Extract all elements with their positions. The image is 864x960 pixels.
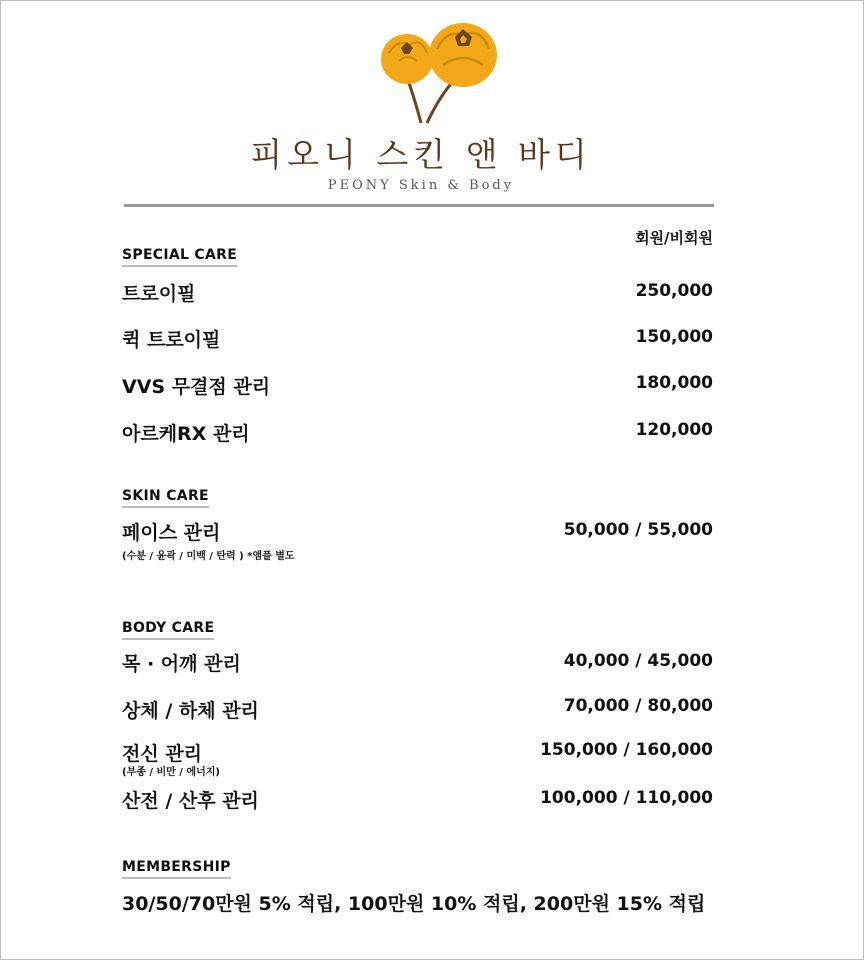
menu-item-name: VVS 무결점 관리 [122,376,271,398]
header-divider [124,204,714,207]
section-title-special-care: SPECIAL CARE [122,247,237,267]
menu-item-name: 상체 / 하체 관리 [122,700,259,722]
menu-item-name: 목 · 어깨 관리 [122,653,241,675]
menu-item-price: 120,000 [635,420,713,440]
menu-item-name: 전신 관리 [122,743,203,765]
brand-name-korean: 피오니 스킨 앤 바디 [250,135,592,174]
menu-item-note: (부종 / 비만 / 에너지) [122,767,220,778]
brand-name-english: PEONY Skin & Body [327,178,515,193]
membership-benefits: 30/50/70만원 5% 적립, 100만원 10% 적립, 200만원 15% 적립 [122,893,706,915]
menu-item-price: 70,000 / 80,000 [563,696,713,716]
section-title-membership: MEMBERSHIP [122,859,231,879]
menu-item-name: 산전 / 산후 관리 [122,790,259,812]
peony-flower-icon [377,15,501,127]
menu-item-name: 페이스 관리 [122,522,221,544]
menu-item-price: 150,000 [635,327,713,347]
menu-item-price: 50,000 / 55,000 [563,520,713,540]
menu-item-note: (수분 / 윤곽 / 미백 / 탄력 ) *앰플 별도 [122,551,295,562]
section-title-skin-care: SKIN CARE [122,488,209,508]
menu-item-price: 100,000 / 110,000 [540,788,713,808]
menu-item-name: 아르케RX 관리 [122,423,250,445]
menu-item-name: 퀵 트로이필 [122,329,221,351]
price-column-header: 회원/비회원 [635,229,713,247]
menu-item-price: 250,000 [635,281,713,301]
menu-item-price: 150,000 / 160,000 [540,740,713,760]
section-title-body-care: BODY CARE [122,620,214,640]
menu-item-price: 40,000 / 45,000 [563,651,713,671]
menu-item-price: 180,000 [635,373,713,393]
menu-item-name: 트로이필 [122,283,196,305]
